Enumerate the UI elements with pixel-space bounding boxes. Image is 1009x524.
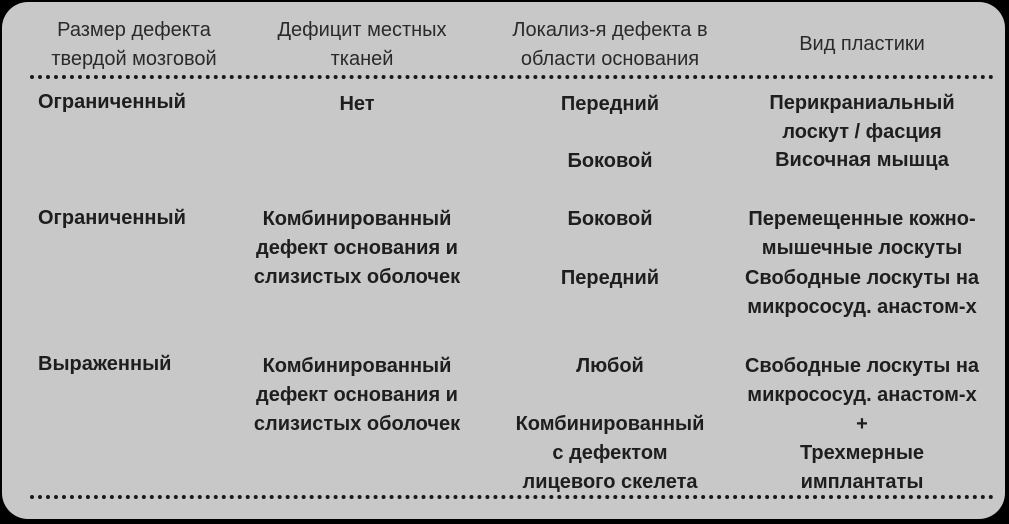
row1-deficit: Нет [339, 93, 375, 115]
row1-plasty-2: Височная мышца [775, 149, 949, 171]
row1-localization-2: Боковой [567, 150, 653, 172]
header-plasty-type: Вид пластики [799, 33, 925, 55]
row2-deficit: Комбинированный дефект основания и слизистых оболочек [253, 208, 461, 288]
row3-plasty-1: Свободные лоскуты на микрососуд. анастом-х + Трехмерные имплантаты [744, 355, 980, 493]
row3-localization-2: Комбинированный с дефектом лицевого скелета [515, 413, 705, 493]
header-tissue-deficit: Дефицит местных тканей [277, 19, 447, 70]
row1-plasty-1: Перикраниальный лоскут / фасция [769, 92, 955, 143]
header-defect-size: Размер дефекта твердой мозговой [51, 19, 217, 70]
row1-size: Ограниченный [38, 91, 186, 113]
row1-localization-1: Передний [560, 93, 660, 115]
footer-separator [30, 495, 994, 499]
row2-localization-1: Боковой [567, 208, 653, 230]
header-localization: Локализ-я дефекта в области основания [512, 19, 708, 70]
row2-plasty-1: Перемещенные кожно- мышечные лоскуты [748, 208, 976, 259]
row2-size: Ограниченный [38, 207, 186, 229]
row3-size: Выраженный [38, 353, 172, 375]
row3-deficit: Комбинированный дефект основания и слизистых оболочек [253, 355, 461, 435]
table-panel [2, 2, 1005, 519]
row3-localization-1: Любой [576, 355, 644, 377]
header-separator [30, 75, 994, 79]
row2-plasty-2: Свободные лоскуты на микрососуд. анастом-х [744, 267, 980, 318]
row2-localization-2: Передний [560, 267, 660, 289]
